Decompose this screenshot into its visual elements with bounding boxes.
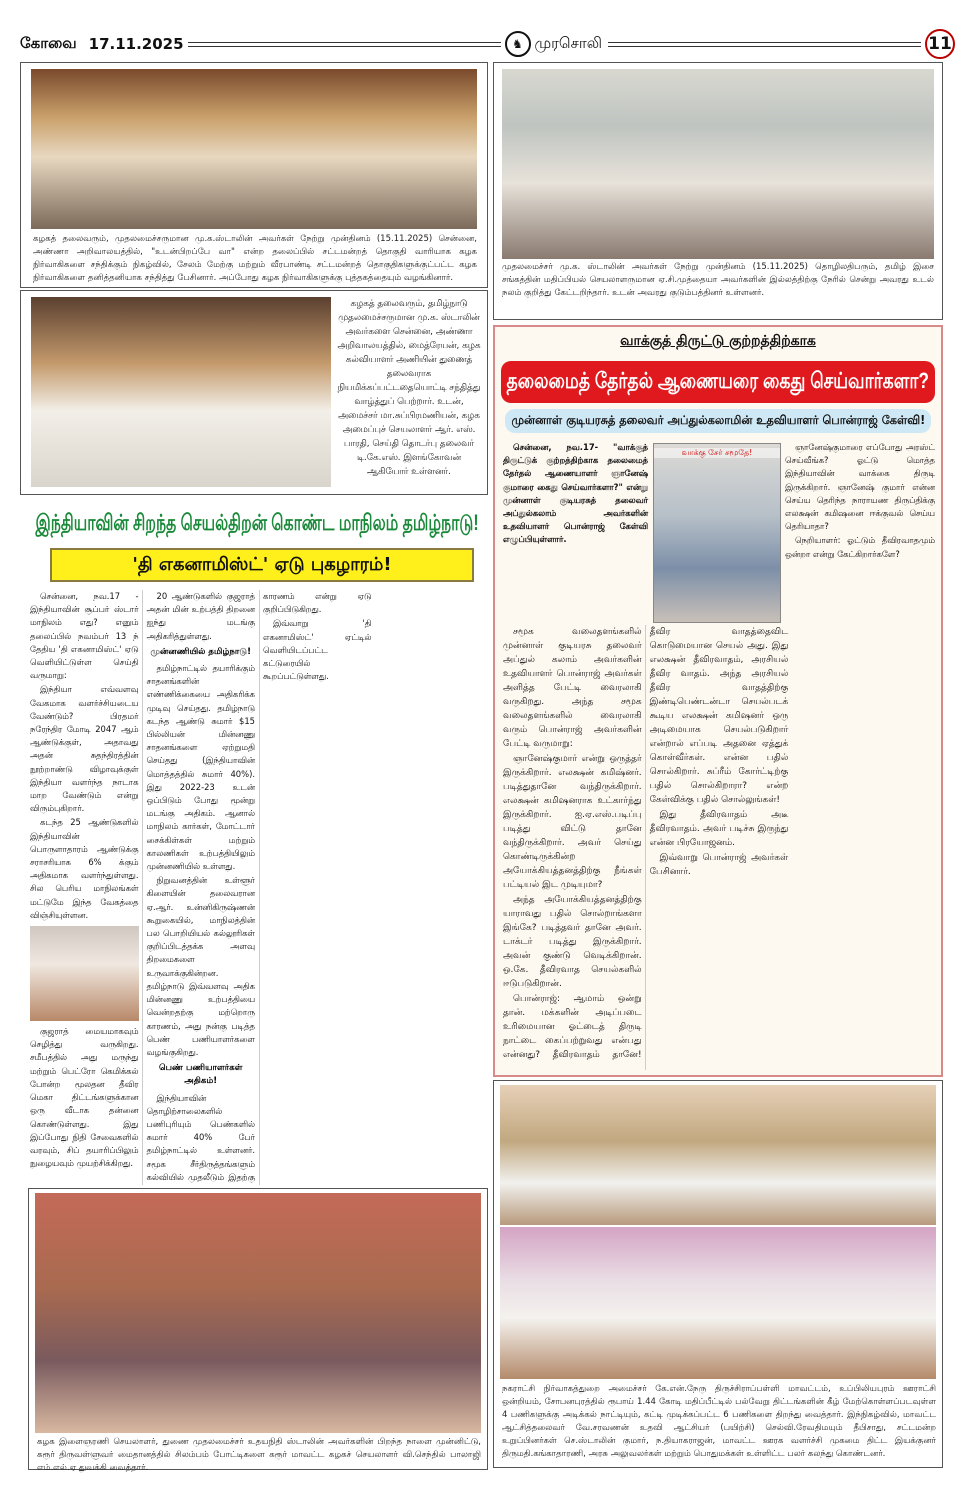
photo-story-silambam xyxy=(28,1188,488,1473)
photo-ponraj xyxy=(653,443,781,623)
article-paragraph: ஞானேஷ்குமார் என்று ஒருத்தர் இருக்கிறார். எலக்ஷன் கமிஷ்னர். படித்துதானே வந்திருக்கிறார். எலக்ஷன் கமிஷனராக உட்கார்ந்து இருக்கிறார். ஐ.ஏ.எஸ்.படிப்பு படித்து விட்டு தானே வந்திருக்கிறார். அவர் செய்து கொண்டிருக்கின்ற அயோக்கியத்தனத்திற்கு நீங்கள் பட்டியல் இட முடியுமா? xyxy=(503,754,642,890)
article-headline-banner xyxy=(501,361,935,403)
photo-silambam-competition xyxy=(35,1193,481,1433)
article-subheadline-banner xyxy=(505,409,931,433)
article-paragraph: குஜராத் மையமாகவும் செழித்து வருகிறது. சமீபத்தில் அது மருந்து மற்றும் பெட்ரோ கெமிக்கல் போன்ற மூலதன தீவிர மெகா திட்டங்களுக்கான ஒரு வீடாக தன்னை கொண்டுள்ளது. இது இப்போது நிதி சேவைகளில் வரவும், சிப் தயாரிப்பிலும் நுழையவும் முயற்சிக்கிறது. xyxy=(30,1026,139,1169)
article-body xyxy=(503,625,935,1070)
economist-article-body xyxy=(30,590,488,1185)
article-paragraph: அந்த அயோக்கியத்தனத்திற்கு யாராவது பதில் சொல்றாங்களா இங்கே? படித்தவர் தானே அவர். டாக்டர் படித்து இருக்கிறார். அவன் குண்டு வெடிக்கிறான். ஒ.கே. தீவிரவாத செயல்களில் ஈடுபடுகிறான். xyxy=(503,895,642,989)
murasoli-logo-icon: ♞ xyxy=(505,31,531,57)
photo-story-cm-visit xyxy=(493,62,943,320)
photo-story-nehru xyxy=(493,1080,943,1468)
photo-inline-kids xyxy=(30,926,139,1021)
article-subhead: முன்னணியில் தமிழ்நாடு! xyxy=(150,646,251,657)
edition-date: 17.11.2025 xyxy=(88,35,184,53)
photo-caption: கழகத் தலைவரும், தமிழ்நாடு முதலமைச்சருமான மு.க. ஸ்டாலின் அவர்களை சென்னை, அண்ணா அறிவாலயத்தில், மைத்ரேயன், கழக கல்வியாளர் அணியின் துணைத் தலைவராக நியமிக்கப்பட்டதையொட்டி சந்தித்து வாழ்த்துப் பெற்றார். உடன், அமைச்சர் மா.சுப்பிரமணியன், கழக அமைப்புச் செயலாளர் ஆர். எஸ். பாரதி, செய்தி தொடர்பு தலைவர் டி.கே.எஸ். இளங்கோவன் ஆகியோர் உள்ளனர். xyxy=(337,299,481,477)
page-header xyxy=(20,30,955,58)
photo-cm-visit-muthiah xyxy=(502,69,934,259)
article-paragraph: சென்னை, நவ.17 - இந்தியாவின் சூப்பர் ஸ்டார் மாநிலம் எது? எனும் தலைப்பில் நவம்பர் 13 ந் தேதிய 'தி எகனாமிஸ்ட்' ஏடு வெளியிட்டுள்ள செய்தி வருமாறு: xyxy=(30,591,139,681)
page-number: 11 xyxy=(925,29,955,59)
article-paragraph: இவ்வாறு 'தி எகனாமிஸ்ட்' ஏட்டில் வெளியிடப்பட்ட கட்டுரையில் கூறப்பட்டுள்ளது. xyxy=(263,618,372,682)
article-paragraph: நிறுவனத்தின் உள்ளூர் கிளையின் தலைவரான ஏ.ஆர். உன்னிகிருஷ்ணன் கூறுகையில், மாநிலத்தின் பல பொறியியல் கல்லூரிகள் குறிப்பிடத்தக்க அளவு திறமைகளை உருவாக்குகின்றன. தமிழ்நாடு இவ்வளவு அதிக மின்னணு உற்பத்தியை வென்றதற்கு மற்றொரு காரணம், அது நன்கு படித்த பெண் பணியாளர்களை வழங்குகிறது. xyxy=(146,875,255,1057)
article-paragraph: இந்தியா எவ்வளவு வேகமாக வளர்ச்சியடைய வேண்டும்? பிரதமர் நரேந்திர மோடி 2047 ஆம் ஆண்டுக்குள், அதாவது அதன் சுதந்திரத்தின் நூற்றாண்டு விழாவுக்குள் இந்தியா வளர்ந்த நாடாக மாற வேண்டும் என்று விரும்புகிறார். xyxy=(30,684,139,814)
photo-cm-meeting xyxy=(31,69,477,229)
article-paragraph: 20 ஆண்டுகளில் குஜராத் அதன் மின் உற்பத்தி திறனை ஐந்து மடங்கு அதிகரித்துள்ளது. xyxy=(146,591,255,641)
photo-caption: முதலமைச்சர் மு.க. ஸ்டாலின் அவர்கள் நேற்று முன்தினம் (15.11.2025) தொழிலதிபரும், தமிழ் இசை சங்கத்தின் மதிப்பியல் செயலாளருமான ஏ.சி.முத்தையா அவர்களின் இல்லத்திற்கு நேரில் சென்று அவரது உடல் நலம் குறித்து கேட்டறிந்தார். உடன் அவரது குடும்பத்தினர் உள்ளனர். xyxy=(502,262,934,298)
article-subheadline: முன்னாள் குடியரசுத் தலைவர் அப்துல்கலாமின் உதவியாளர் பொன்ராஜ் கேள்வி! xyxy=(511,413,925,427)
article-paragraph: ஞானேஷ்குமாரை எப்போது அரஸ்ட் செய்வீங்க? ஓட்டு மொத்த இந்தியாவின் வாக்கை திருடி இருக்கிறார். ஞானேஷ் குமார் என்ன செய்ய தெரிந்த நாராயண திருப்திக்கு எலக்ஷன் கமிஷனை ஈக்குவல் செய்ய தெரியாதா? xyxy=(785,442,935,532)
economist-subheadline: 'தி எகனாமிஸ்ட்' ஏடு புகழாரம்! xyxy=(132,553,392,575)
article-paragraph: கடந்த 25 ஆண்டுகளில் இந்தியாவின் பொருளாதாரம் ஆண்டுக்கு சராசரியாக 6% க்கும் அதிகமாக வளர்ந்துள்ளது. சில பெரிய மாநிலங்கள் மட்டுமே இந்த வேகத்தை விஞ்சியுள்ளன. xyxy=(30,817,139,920)
article-lead-column xyxy=(503,441,648,621)
header-rule xyxy=(608,42,921,47)
article-paragraph: இது தீவிரவாதம் அடீ தீவிரவாதம். அவர் படிச்சு இருந்து என்ன பிரயோஜனம். xyxy=(649,810,789,848)
article-headline: தலைமைத் தேர்தல் ஆணையரை கைது செய்வார்களா? xyxy=(506,367,930,393)
article-paragraph: பொன்ராஜ்: ஆமாம் ஒன்று தான். மக்களின் அடிப்படை உரிமையான ஓட்டைத் திருடி நாட்டை கைப்பற்றுவது என்பது என்னது? தீவிரவாதம் தானே! தீவிர வாதத்தைவிட கொடுமையான செயல் அது. இது எலக்ஷன் தீவிரவாதம், அரசியல் தீவிர வாதம். அந்த அரசியல் தீவிர வாதத்திற்கு இண்டிபெண்டன்டா செயல்படக் கூடிய எலக்ஷன் கமிஷனர் ஒரு அடிமையாக செயல்படுகிறார் என்றால் எப்படி அதனை ஏத்துக் கொள்வீர்கள். என்ன பதில் சொல்கிறார். சுப்ரீம் கோர்ட்டிற்கு பதில் சொல்கிறாரா? என்ற கேள்விக்கு பதில் சொல்லுங்கள்! xyxy=(503,627,789,1060)
paper-name: முரசொலி xyxy=(534,34,603,52)
photo-story-cm-meeting xyxy=(20,62,488,288)
edition-city: கோவை xyxy=(20,34,77,52)
photo-story-maitreyan xyxy=(20,290,488,495)
photo-event-audience xyxy=(500,1227,936,1379)
photo-caption: நகராட்சி நிர்வாகத்துறை அமைச்சர் கே.என்.நேரு திருச்சிராப்பள்ளி மாவட்டம், உப்பிலியபுரம் ஊராட்சி ஒன்றியம், சோபனபுரத்தில் ரூபாய் 1.44 கோடி மதிப்பீட்டில் பல்வேறு திட்டங்களின் கீழ் மேற்கொள்ளப்படவுள்ள 4 பணிகளுக்கு அடிக்கல் நாட்டியும், கட்டி முடிக்கப்பட்ட 6 பணிகளை திறந்து வைத்தார். இந்நிகழ்வில், மாவட்ட ஆட்சித்தலைவர் வே.சரவணன் உதவி ஆட்சியர் (பயிற்சி) செல்வி.ரேவதிமயும் தீபிசாது, சட்டமன்ற உறுப்பினர்கள் செ.ஸ்டாலின் குமார், ந.தியாகராஜன், மாவட்ட ஊரக வளர்ச்சி முகமை திட்ட இயக்குனர் திருமதி.கங்காதாரணி, அரசு அலுவலர்கள் மற்றும் பொதுமக்கள் உள்ளிட்ட பலர் கலந்து கொண்டனர். xyxy=(502,1384,936,1459)
photo-minister-event-stage xyxy=(500,1085,936,1225)
photo-banner-text: வாக்கு சேர் சமூதே! xyxy=(654,448,780,458)
article-kicker: வாக்குத் திருட்டு குற்றத்திற்காக xyxy=(620,333,816,349)
economist-subheadline-banner xyxy=(50,548,474,582)
article-paragraph: இவ்வாறு பொன்ராஜ் அவர்கள் பேசினார். xyxy=(649,853,789,877)
photo-caption: கழகத் தலைவரும், முதலமைச்சருமான மு.க.ஸ்டாலின் அவர்கள் நேற்று முன்தினம் (15.11.2025) சென்னை, அண்ணா அறிவாலயத்தில், "உடன்பிறப்பே வா" என்ற தலைப்பில் சட்டமன்றத் தொகுதி வாரியாக கழக நிர்வாகிகளை சந்திக்கும் நிகழ்வில், சேலம் மேற்கு மற்றும் வீரபாண்டி சட்டமன்றத் தொகுதிகளுக்குட்பட்ட கழக நிர்வாகிகளை தனித்தனியாக சந்தித்து பேசினார். அப்போது கழக நிர்வாகிகளுக்கு புத்தகத்தையும் வழங்கினார். xyxy=(33,234,477,283)
article-body-right-top xyxy=(785,441,935,621)
photo-caption: கழக இளைஞரணி செயலாளர், துணை முதலமைச்சர் உதயநிதி ஸ்டாலின் அவர்களின் பிறந்த நாளை முன்னிட்டு, கரூர் திருவள்ளுவர் மைதானத்தில் சிலம்பம் போட்டிகளை கரூர் மாவட்ட கழகச் செயலாளர் வி.செந்தில் பாலாஜி எம்.எல்.ஏ துவக்கி வைத்தார். xyxy=(37,1437,481,1473)
ponraj-article xyxy=(493,325,943,1077)
article-paragraph: தமிழ்நாட்டில் தயாரிக்கும் சாதனங்களின் எண்ணிக்கையை அதிகரிக்க முடிவு செய்தது. தமிழ்நாடு கடந்த ஆண்டு சுமார் $15 பில்லியன் மின்னணு சாதனங்களை ஏற்றுமதி செய்தது (இந்தியாவின் மொத்தத்தில் சுமார் 40%). இது 2022-23 உடன் ஒப்பிடும் போது மூன்று மடங்கு அதிகம். ஆனால் மாநிலம் கார்கள், மோட்டார் சைக்கிள்கள் மற்றும் காலணிகள் உற்பத்தியிலும் முன்னணியில் உள்ளது. xyxy=(146,663,255,872)
header-rule xyxy=(188,42,501,47)
article-paragraph: இந்தியாவின் தொழிற்சாலைகளில் பணிபுரியும் பெண்களில் சுமார் 40% பேர் தமிழ்நாட்டில் உள்ளனர். சமூக சீர்திருத்தங்களும் கல்வியில் முதலீடும் இதற்கு காரணம் என்று ஏடு குறிப்பிடுகிறது. xyxy=(146,591,372,1182)
article-paragraph: சமூக வலைதளங்களில் முன்னாள் குடியரசு தலைவர் அப்துல் கலாம் அவர்களின் உதவியாளர் பொன்ராஜ் அவர்கள் அளித்த பேட்டி வைரலாகி வருகிறது. அந்த சமூக வலைதளங்களில் வைரலாகி வரும் பொன்ராஜ் அவர்களின் பேட்டி வருமாறு: xyxy=(503,627,642,749)
photo-maitreyan-greeting xyxy=(31,297,331,487)
economist-headline: இந்தியாவின் சிறந்த செயல்திறன் கொண்ட மாநிலம் தமிழ்நாடு! xyxy=(35,510,480,535)
economist-headline-wrap xyxy=(30,506,485,540)
article-subhead: பெண் பணியாளர்கள் அதிகம்! xyxy=(158,1063,243,1087)
article-lead: சென்னை, நவ.17- "வாக்குத் திருட்டுக் குற்றத்திற்காக தலைமைத் தேர்தல் ஆணையாளர் ஞானேஷ் குமாரை கைது செய்வார்களா?" என்று முன்னாள் குடியரசுத் தலைவர் அப்துல்கலாம் அவர்களின் உதவியாளர் பொன்ராஜ் கேள்வி எழுப்பியுள்ளார். xyxy=(503,442,648,545)
article-paragraph: நெறியாளர்: ஓட்டும் தீவிரவாதமும் ஒன்றா என்று கேட்கிறார்களே? xyxy=(785,535,935,559)
